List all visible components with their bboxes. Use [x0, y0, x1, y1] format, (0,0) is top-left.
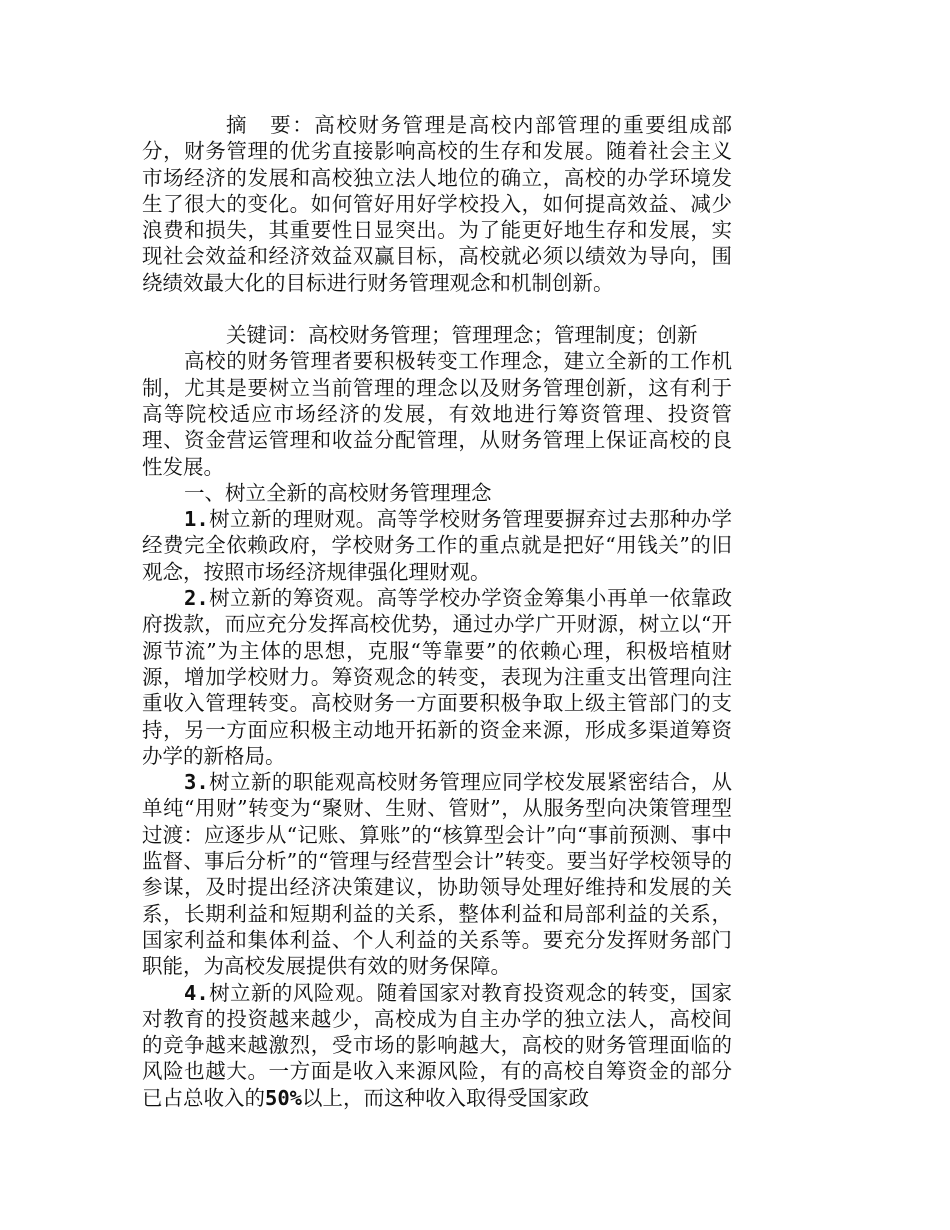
intro-paragraph: 高校的财务管理者要积极转变工作理念，建立全新的工作机制，尤其是要树立当前管理的理念以及财务管理创新，这有利于高等院校适应市场经济的发展，有效地进行筹资管理、投资管理、资金营运管理和收益分配管理，从财务管理上保证高校的良性发展。 [142, 349, 732, 479]
item-number: 1. [184, 507, 209, 532]
item-text: 树立新的风险观。随着国家对教育投资观念的转变，国家对教育的投资越来越少，高校成为自主办学的独立法人，高校间的竞争越来越激烈，受市场的影响越大，高校的财务管理面临的风险也越大。一方面是收入来源风险，有的高校自筹资金的部分已占总收入的 [142, 980, 732, 1110]
abstract-paragraph: 摘 要：高校财务管理是高校内部管理的重要组成部分，财务管理的优劣直接影响高校的生存和发展。随着社会主义市场经济的发展和高校独立法人地位的确立，高校的办学环境发生了很大的变化。如何管好用好学校投入，如何提高效益、减少浪费和损失，其重要性日显突出。为了能更好地生存和发展，实现社会效益和经济效益双赢目标，高校就必须以绩效为导向，围绕绩效最大化的目标进行财务管理观念和机制创新。 [142, 113, 732, 295]
keywords-line: 关键词：高校财务管理；管理理念；管理制度；创新 [226, 323, 698, 348]
percent-value: 50% [265, 1085, 303, 1110]
item-text: 树立新的职能观高校财务管理应同学校发展紧密结合，从单纯“用财”转变为“聚财、生财、管财”，从服务型向决策管理型过渡：应逐步从“记账、算账”的“核算型会计”向“事前预测、事中监督、事后分析”的“管理与经营型会计”转变。要当好学校领导的参谋，及时提出经济决策建议，协助领导处理好维持和发展的关系，长期利益和短期利益的关系，整体利益和局部利益的关系，国家利益和集体利益、个人利益的关系等。要充分发挥财务部门职能，为高校发展提供有效的财务保障。 [142, 770, 732, 979]
item-text-continued: 以上，而这种收入取得受国家政 [302, 1085, 590, 1110]
item-text: 树立新的理财观。高等学校财务管理要摒弃过去那种办学经费完全依赖政府，学校财务工作的重点就是把好“用钱关”的旧观念，按照市场经济规律强化理财观。 [142, 507, 732, 584]
list-item [142, 769, 732, 979]
item-number: 4. [184, 980, 209, 1005]
item-text: 树立新的筹资观。高等学校办学资金筹集小再单一依靠政府拨款，而应充分发挥高校优势，通过办学广开财源，树立以“开源节流”为主体的思想，克服“等靠要”的依赖心理，积极培植财源，增加学校财力。筹资观念的转变，表现为注重支出管理向注重收入管理转变。高校财务一方面要积极争取上级主管部门的支持，另一方面应积极主动地开拓新的资金来源，形成多渠道筹资办学的新格局。 [142, 586, 732, 768]
list-item [142, 506, 732, 585]
document-page [142, 112, 732, 1111]
item-number: 3. [184, 770, 209, 795]
item-number: 2. [184, 586, 209, 611]
list-item [142, 585, 732, 769]
section-heading: 一、树立全新的高校财务管理理念 [184, 480, 492, 505]
list-item [142, 980, 732, 1111]
